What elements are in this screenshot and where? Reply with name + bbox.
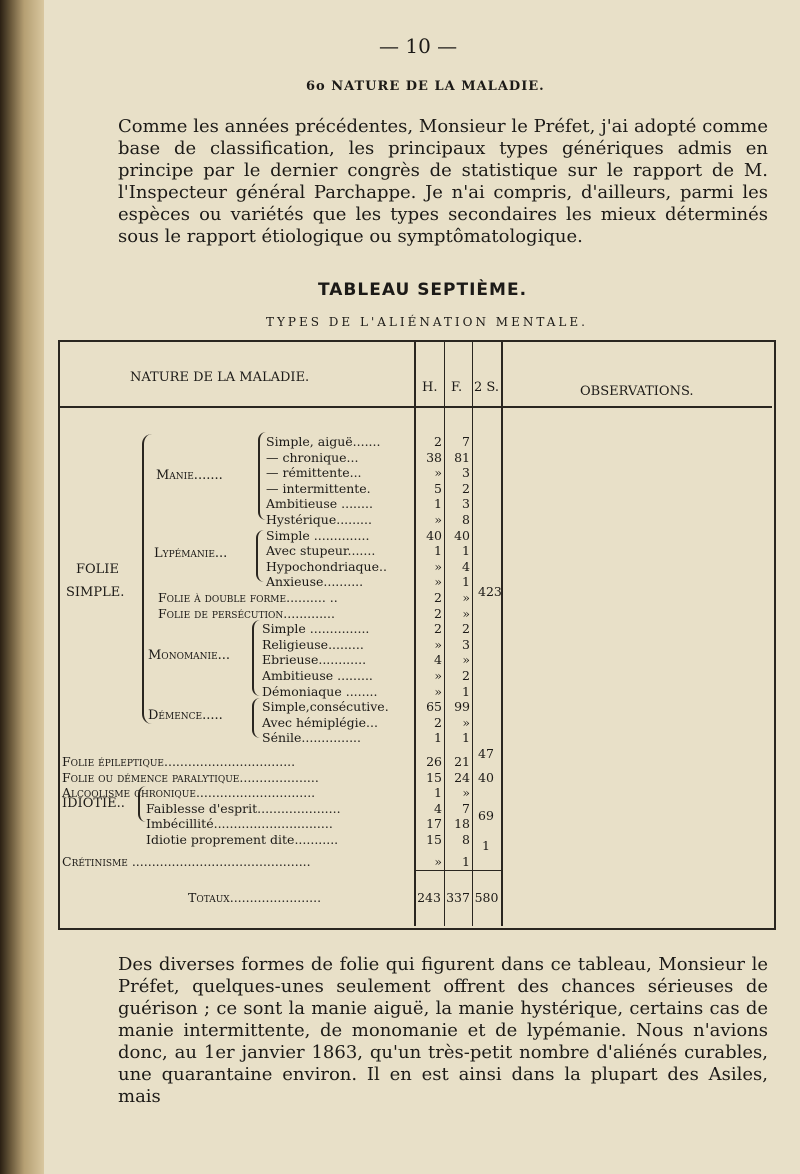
row-label: Folie de persécution............. <box>158 605 335 621</box>
row-h-value: 1 <box>434 730 442 746</box>
sum-paralytique: 40 <box>478 770 494 785</box>
row-label: — rémittente... <box>266 465 362 481</box>
row-f-value: 2 <box>462 480 470 496</box>
row-f-value: 1 <box>462 543 470 559</box>
sum-idiotie: 69 <box>478 808 494 823</box>
row-f-value: 7 <box>462 434 470 449</box>
totals-rule <box>414 870 502 871</box>
row-label: Ambitieuse ......... <box>262 668 373 683</box>
demence-brace <box>252 698 260 738</box>
row-h-value: 15 <box>426 832 442 847</box>
row-h-value: » <box>434 853 442 869</box>
lypemanie-brace <box>256 530 264 582</box>
row-h-value: » <box>434 512 442 527</box>
row-h-value: 4 <box>434 652 442 668</box>
row-f-value: 2 <box>462 621 470 637</box>
header-2s: 2 S. <box>474 380 499 395</box>
manie-brace <box>258 432 266 520</box>
row-label: Simple ............... <box>262 621 370 637</box>
sum-epileptique: 47 <box>478 746 494 761</box>
row-label: Ebrieuse............ <box>262 652 367 668</box>
row-h-value: 2 <box>434 605 442 621</box>
row-label: Faiblesse d'esprit..................... <box>146 800 341 816</box>
row-h-value: » <box>434 465 442 481</box>
group-folie: FOLIE <box>76 562 119 577</box>
group-monomanie: Monomanie... <box>148 648 231 663</box>
row-f-value: 3 <box>462 465 470 481</box>
col-divider-2s <box>472 342 473 926</box>
page-number: — 10 — <box>379 34 458 58</box>
header-rule <box>60 406 772 408</box>
row-h-value: 17 <box>426 816 442 832</box>
row-f-value: 99 <box>454 699 470 715</box>
row-h-value: 5 <box>434 480 442 496</box>
row-h-value: 2 <box>434 434 442 449</box>
book-page <box>44 0 800 1174</box>
row-f-value: 2 <box>462 668 470 683</box>
intro-paragraph: Comme les années précédentes, Monsieur le Préfet, j'ai adopté comme base de classification, les principaux types génériques admis en principe par le dernier congrès de statistique sur le rapport de M. l'Inspecteur général Parchappe. Je n'ai compris, d'ailleurs, parmi les espèces ou variétés que les types secondaires les mieux déterminés sous le rapport étiologique ou symptômatologique. <box>118 116 768 247</box>
row-f-value: 1 <box>462 853 470 869</box>
row-label: Simple, aiguë....... <box>266 434 381 449</box>
row-h-value: 15 <box>426 769 442 785</box>
table-title: TABLEAU SEPTIÈME. <box>318 280 528 300</box>
row-label: Religieuse......... <box>262 636 364 652</box>
row-f-value: » <box>462 714 470 730</box>
header-nature: NATURE DE LA MALADIE. <box>130 370 310 385</box>
row-h-value: » <box>434 668 442 683</box>
row-f-value: 24 <box>454 769 470 785</box>
row-h-value: » <box>434 574 442 590</box>
row-h-value: 65 <box>426 699 442 715</box>
header-observations: OBSERVATIONS. <box>580 384 694 399</box>
header-h: H. <box>422 380 438 395</box>
group-demence: Démence..... <box>148 708 223 723</box>
row-h-value: 1 <box>434 785 442 801</box>
row-label: Folie épileptique................................. <box>62 754 296 769</box>
group-simple: SIMPLE. <box>66 585 125 600</box>
row-f-value: 4 <box>462 558 470 574</box>
row-f-value: » <box>462 785 470 801</box>
row-f-value: 40 <box>454 527 470 543</box>
row-label: Idiotie proprement dite........... <box>146 832 339 847</box>
row-f-value: » <box>462 605 470 621</box>
row-h-value: 4 <box>434 800 442 816</box>
row-f-value: » <box>462 590 470 605</box>
row-label: Simple,consécutive. <box>262 699 389 715</box>
row-h-value: » <box>434 683 442 699</box>
folie-brace <box>142 434 152 724</box>
row-h-value: 2 <box>434 714 442 730</box>
row-h-value: 1 <box>434 543 442 559</box>
row-f-value: 1 <box>462 730 470 746</box>
row-label: Sénile............... <box>262 730 362 746</box>
group-idiotie: IDIOTIE.. <box>62 796 125 811</box>
total-f: 337 <box>446 890 470 905</box>
header-f: F. <box>451 380 463 395</box>
row-h-value: 40 <box>426 527 442 543</box>
group-manie: Manie....... <box>156 468 223 483</box>
row-f-value: 18 <box>454 816 470 832</box>
row-label: Hystérique......... <box>266 512 372 527</box>
row-label: Anxieuse.......... <box>266 574 364 590</box>
row-h-value: 1 <box>434 496 442 512</box>
sum-folie-simple: 423 <box>478 584 502 599</box>
row-h-value: 2 <box>434 590 442 605</box>
row-h-value: 38 <box>426 449 442 465</box>
row-label: Folie à double forme.......... .. <box>158 590 338 605</box>
row-label: Avec stupeur....... <box>266 543 376 559</box>
row-f-value: 3 <box>462 636 470 652</box>
sum-cretinisme: 1 <box>482 838 490 853</box>
row-f-value: 1 <box>462 683 470 699</box>
monomanie-brace <box>252 620 260 696</box>
total-2s: 580 <box>474 890 499 905</box>
row-f-value: 8 <box>462 512 470 527</box>
totals-label: Totaux....................... <box>188 890 322 905</box>
row-h-value: 26 <box>426 754 442 769</box>
row-label: Démoniaque ........ <box>262 683 378 699</box>
total-h: 243 <box>417 890 441 905</box>
row-label: Hypochondriaque.. <box>266 558 387 574</box>
row-f-value: 81 <box>454 449 470 465</box>
row-label: Avec hémiplégie... <box>262 714 378 730</box>
row-h-value: » <box>434 558 442 574</box>
table-subtitle: TYPES DE L'ALIÉNATION MENTALE. <box>266 315 588 329</box>
section-title: 6o NATURE DE LA MALADIE. <box>306 79 545 94</box>
row-label: Folie ou démence paralytique.................... <box>62 769 319 785</box>
data-table <box>58 340 776 930</box>
row-label: Simple .............. <box>266 527 370 543</box>
row-f-value: 1 <box>462 574 470 590</box>
closing-paragraph: Des diverses formes de folie qui figurent dans ce tableau, Monsieur le Préfet, quelques-unes seulement offrent des chances sérieuses de guérison ; ce sont la manie aiguë, la manie hystérique, certains cas de manie intermittente, de monomanie et de lypémanie. Nous n'avions donc, au 1er janvier 1863, qu'un très-petit nombre d'aliénés curables, une quarantaine environ. Il en est ainsi dans la plupart des Asiles, mais <box>118 954 768 1107</box>
row-h-value: 2 <box>434 621 442 637</box>
row-label: — chronique... <box>266 449 359 465</box>
row-f-value: 8 <box>462 832 470 847</box>
row-h-value: » <box>434 636 442 652</box>
row-label: Ambitieuse ........ <box>266 496 373 512</box>
row-label: Imbécillité.............................. <box>146 816 333 832</box>
row-f-value: 3 <box>462 496 470 512</box>
group-lypemanie: Lypémanie... <box>154 546 228 561</box>
row-f-value: 7 <box>462 800 470 816</box>
book-binding <box>0 0 44 1174</box>
row-label: Alcoolisme chronique.............................. <box>62 785 316 801</box>
col-divider-obs <box>501 342 503 926</box>
row-label: Crétinisme ............................................. <box>62 853 311 869</box>
row-f-value: » <box>462 652 470 668</box>
row-label: — intermittente. <box>266 480 371 496</box>
row-f-value: 21 <box>454 754 470 769</box>
